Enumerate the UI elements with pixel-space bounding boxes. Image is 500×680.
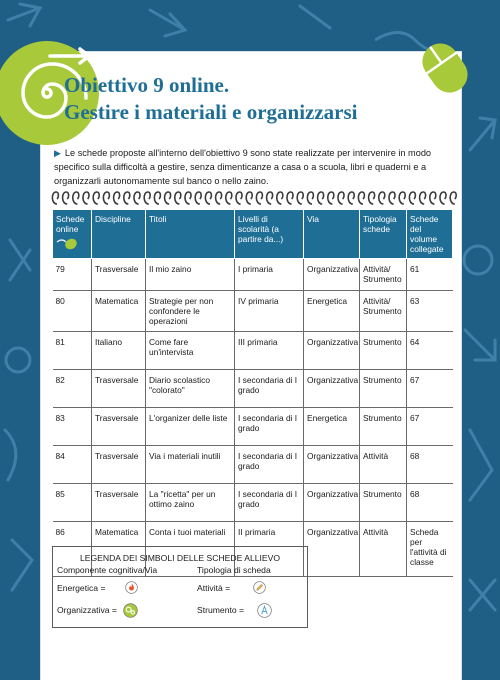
schede-table-wrapper	[52, 210, 452, 577]
pencil-icon	[253, 581, 266, 594]
ring-icon	[124, 192, 130, 204]
ring-icon	[93, 192, 99, 204]
ring-icon	[328, 192, 334, 204]
ring-icon	[195, 192, 201, 204]
header-schede-volume: Schede del volume collegate	[407, 210, 453, 259]
ring-icon	[267, 192, 273, 204]
ring-icon	[450, 192, 456, 204]
ring-icon	[358, 192, 364, 204]
ring-icon	[165, 192, 171, 204]
table-row: 84 Trasversale Via i materiali inutili I secondaria di I grado Organizzativa Attività 68	[53, 446, 453, 484]
ring-icon	[144, 192, 150, 204]
ring-icon	[287, 192, 293, 204]
symbols-legend	[52, 546, 308, 628]
ring-icon	[307, 192, 313, 204]
ring-icon	[369, 192, 375, 204]
legend-energetica-label: Energetica =	[57, 583, 106, 593]
legend-col2-title: Tipologia di scheda	[197, 565, 271, 575]
ring-icon	[277, 192, 283, 204]
header-discipline: Discipline	[92, 210, 146, 259]
table-row: 86 Matematica Conta i tuoi materiali II primaria Organizzativa Attività Scheda per l'attività di classe	[53, 522, 453, 577]
ring-icon	[256, 192, 262, 204]
header-schede-online: Schede online	[53, 210, 92, 259]
header-livelli: Livelli di scolarità (a partire da...)	[235, 210, 304, 259]
legend-attivita-label: Attività =	[197, 583, 231, 593]
legend-title: LEGENDA DEI SIMBOLI DELLE SCHEDE ALLIEVO	[79, 553, 281, 563]
legend-col1-title: Componente cognitiva/Via	[57, 565, 158, 575]
ring-icon	[236, 192, 242, 204]
ring-icon	[205, 192, 211, 204]
intro-text: Le schede proposte all'interno dell'obiettivo 9 sono state realizzate per intervenire in modo specifico sulla difficoltà a gestire, senza dimenticanze a casa o a scuola, libri e quaderni e a organizzarli autonomamente sul banco o nello zaino.	[54, 148, 432, 186]
ring-icon	[297, 192, 303, 204]
ring-icon	[185, 192, 191, 204]
intro-paragraph	[54, 146, 454, 188]
header-tipologia: Tipologia schede	[360, 210, 407, 259]
ring-icon	[103, 192, 109, 204]
table-row: 79 Trasversale Il mio zaino I primaria Organizzativa Attività/ Strumento 61	[53, 259, 453, 291]
header-via: Via	[304, 210, 360, 259]
ring-icon	[440, 192, 446, 204]
ring-icon	[52, 192, 58, 204]
ring-icon	[114, 192, 120, 204]
title-line-2: Gestire i materiali e organizzarsi	[64, 100, 358, 124]
ring-icon	[318, 192, 324, 204]
schede-table	[52, 210, 453, 577]
ring-icon	[338, 192, 344, 204]
table-row: 80 Matematica Strategie per non confondere le operazioni IV primaria Energetica Attività/ Strumento 63	[53, 291, 453, 332]
ring-icon	[389, 192, 395, 204]
compass-icon	[257, 603, 272, 618]
legend-organizzativa-label: Organizzativa =	[57, 605, 117, 615]
table-row: 82 Trasversale Diario scolastico "colorato" I secondaria di I grado Organizzativa Strumento 67	[53, 370, 453, 408]
flame-icon	[125, 581, 138, 594]
ring-icon	[175, 192, 181, 204]
ring-icon	[399, 192, 405, 204]
ring-icon	[73, 192, 79, 204]
ring-icon	[379, 192, 385, 204]
ring-icon	[246, 192, 252, 204]
table-row: 83 Trasversale L'organizer delle liste I secondaria di I grado Energetica Strumento 67	[53, 408, 453, 446]
table-row: 81 Italiano Come fare un'intervista III primaria Organizzativa Strumento 64	[53, 332, 453, 370]
ring-icon	[430, 192, 436, 204]
triangle-bullet-icon: ▶	[54, 148, 61, 158]
table-row: 85 Trasversale La "ricetta" per un ottimo zaino I secondaria di I grado Organizzativa Strumento 68	[53, 484, 453, 522]
ring-icon	[226, 192, 232, 204]
gears-icon	[123, 603, 138, 618]
ring-icon	[83, 192, 89, 204]
header-titoli: Titoli	[146, 210, 235, 259]
ring-icon	[154, 192, 160, 204]
mouse-online-icon	[56, 236, 78, 250]
notebook-rings	[48, 190, 458, 210]
legend-strumento-label: Strumento =	[197, 605, 245, 615]
ring-icon	[134, 192, 140, 204]
ring-icon	[409, 192, 415, 204]
ring-icon	[348, 192, 354, 204]
ring-icon	[216, 192, 222, 204]
ring-icon	[420, 192, 426, 204]
page-title	[64, 72, 474, 126]
ring-icon	[63, 192, 69, 204]
title-line-1: Obiettivo 9 online.	[64, 73, 230, 97]
table-header-row	[53, 210, 453, 259]
